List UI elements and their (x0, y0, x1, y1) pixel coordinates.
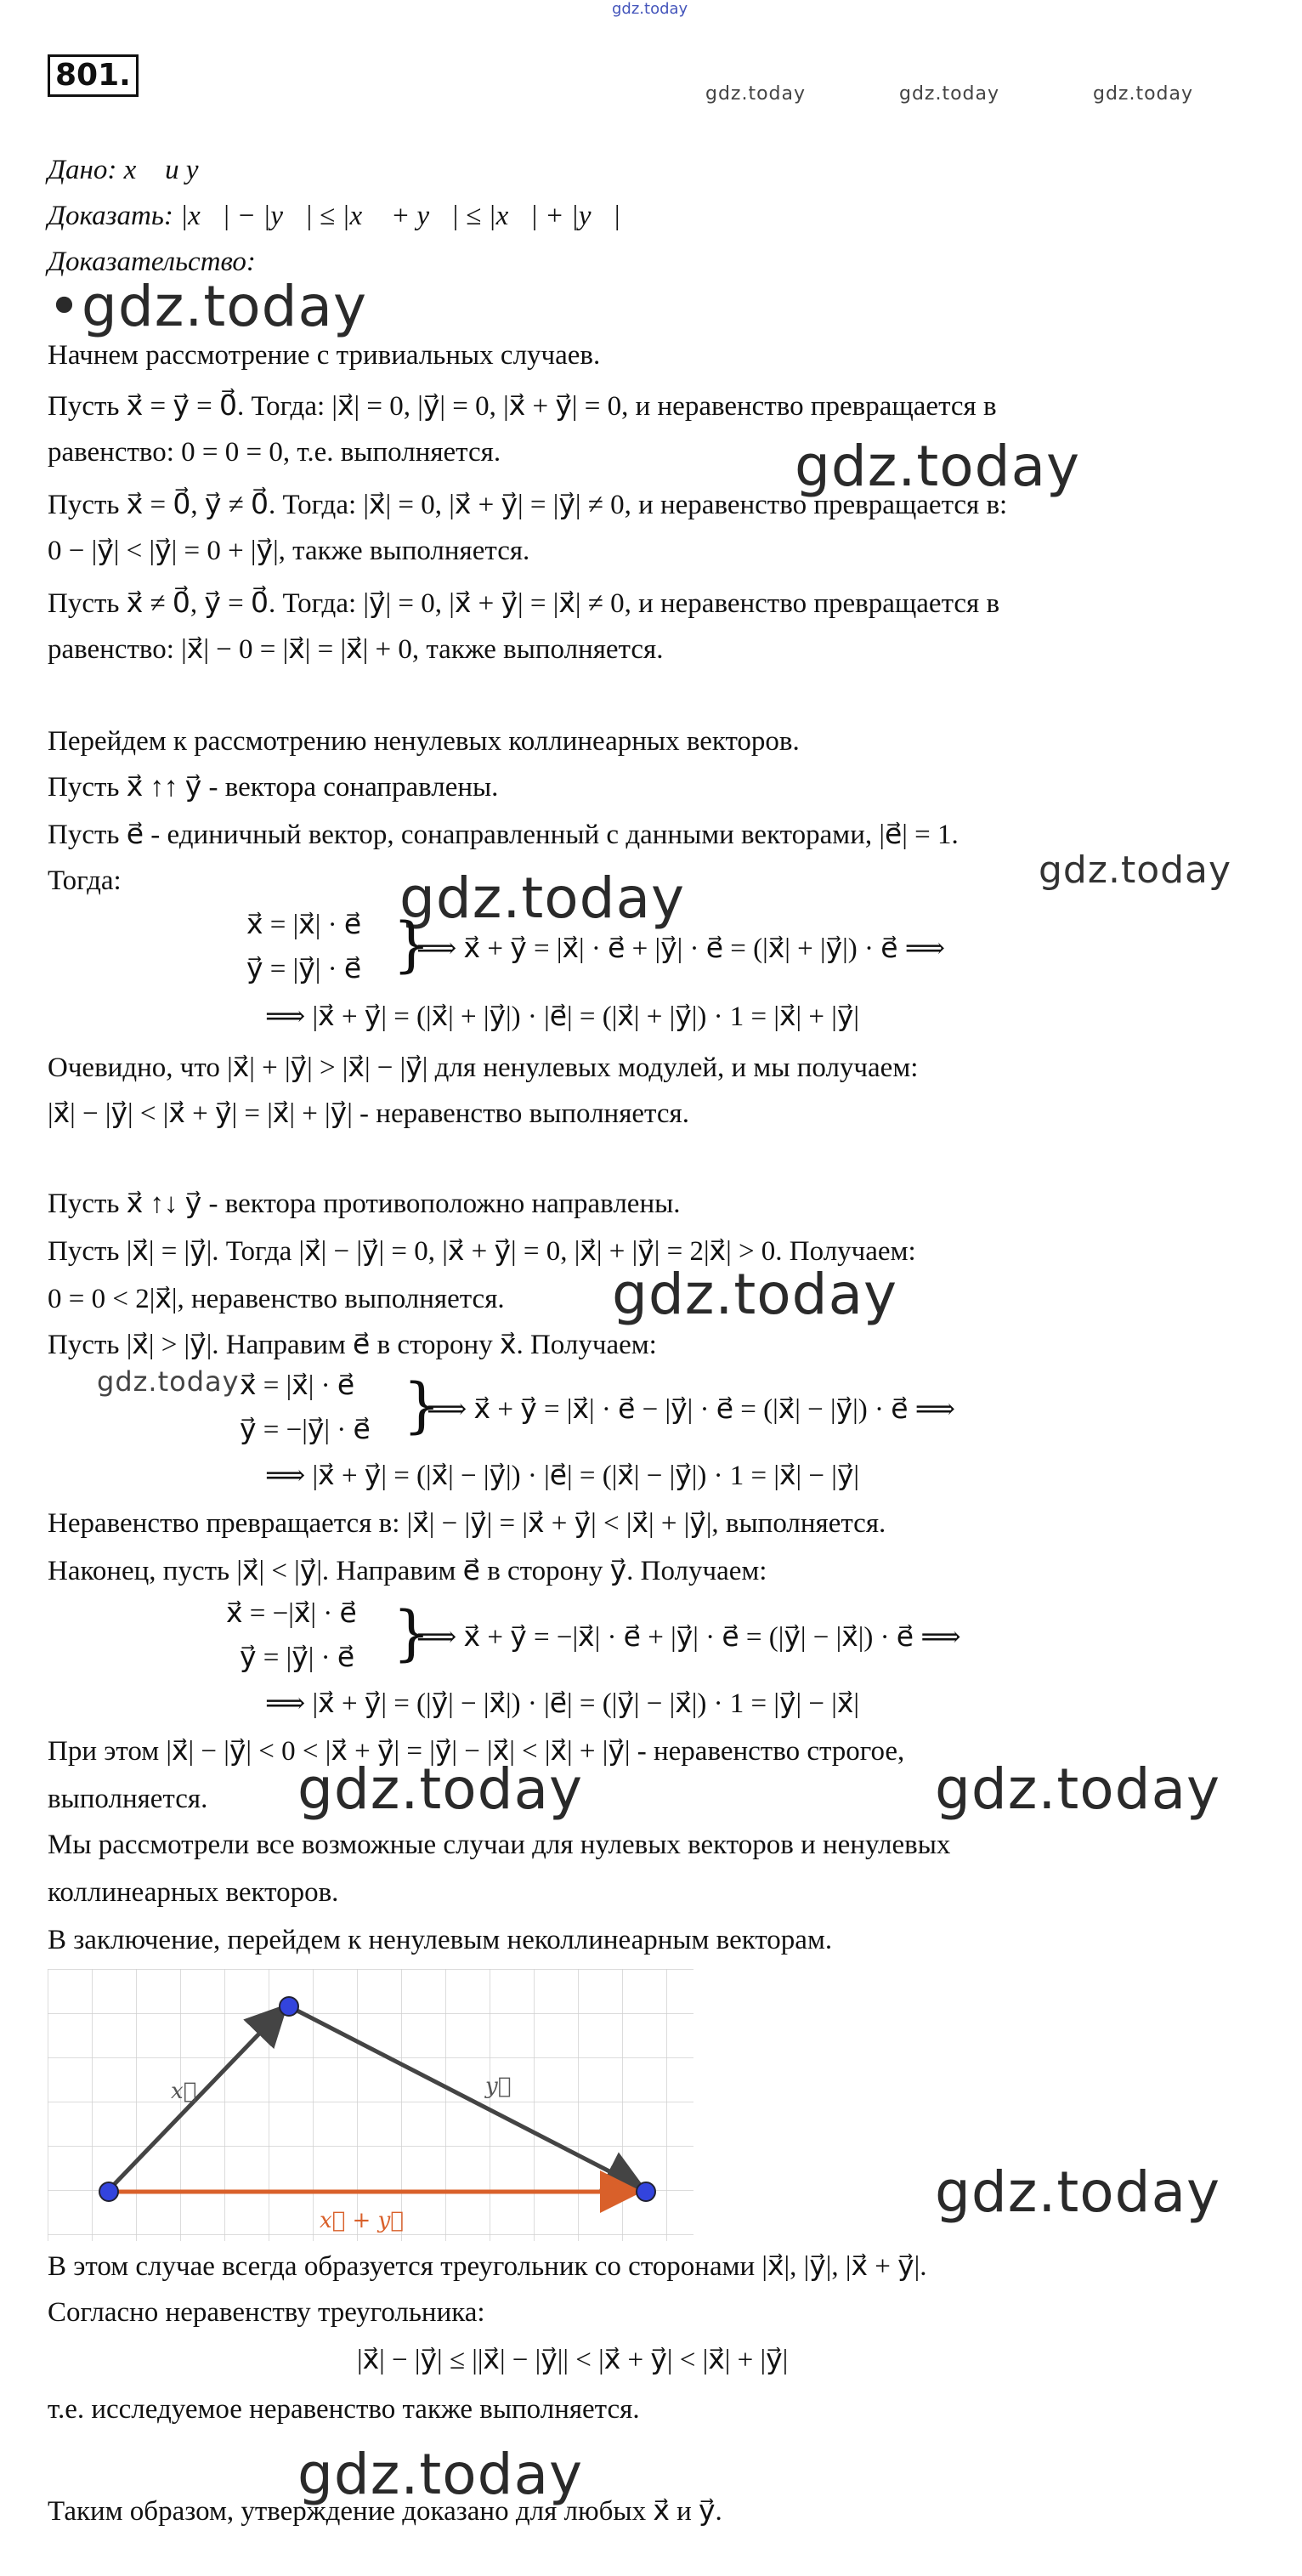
conclusion: Таким образом, утверждение доказано для любых x⃗ и y⃗. (48, 2496, 722, 2527)
trivial-intro: Начнем рассмотрение с тривиальных случаев. (48, 340, 601, 371)
opposite-g-sys1: x⃗ = |x⃗| · e⃗ (240, 1370, 355, 1401)
problem-number: 801. (48, 54, 139, 97)
watermark: gdz.today (612, 1262, 898, 1327)
trivial-case3-a: Пусть x⃗ ≠ 0⃗, y⃗ = 0⃗. Тогда: |y⃗| = 0, |x⃗ + y⃗| = |x⃗| ≠ 0, и неравенство превращается в (48, 588, 1000, 619)
summary-line2: коллинеарных векторов. (48, 1877, 339, 1908)
opposite-equal-b: 0 = 0 < 2|x⃗|, неравенство выполняется. (48, 1284, 505, 1314)
vector-triangle-figure (48, 1969, 693, 2241)
opposite-l-sys1: x⃗ = −|x⃗| · e⃗ (226, 1598, 357, 1629)
label-x: x⃗ (171, 2079, 197, 2104)
point-b (280, 1997, 298, 2016)
triangle-line2: Согласно неравенству треугольника: (48, 2297, 485, 2328)
watermark: gdz.today (97, 1365, 240, 1398)
opposite-greater: Пусть |x⃗| > |y⃗|. Направим e⃗ в сторону x⃗. Получаем: (48, 1330, 657, 1360)
watermark-row-3: gdz.today (1093, 83, 1194, 105)
trivial-case1-b: равенство: 0 = 0 = 0, т.е. выполняется. (48, 437, 501, 468)
trivial-case3-b: равенство: |x⃗| − 0 = |x⃗| = |x⃗| + 0, также выполняется. (48, 634, 664, 665)
trivial-case2-b: 0 − |y⃗| < |y⃗| = 0 + |y⃗|, также выполняется. (48, 536, 530, 566)
label-y: y⃗ (485, 2074, 512, 2099)
watermark: gdz.today (297, 2442, 584, 2507)
watermark: gdz.today (935, 1756, 1221, 1822)
watermark: gdz.today (297, 1756, 584, 1822)
opposite-assume: Пусть x⃗ ↑↓ y⃗ - вектора противоположно направлены. (48, 1189, 681, 1219)
brace: } (393, 1598, 431, 1668)
proof-label: Доказательство: (48, 247, 256, 277)
opposite-l-impl1: ⟹ x⃗ + y⃗ = −|x⃗| · e⃗ + |y⃗| · e⃗ = (|y⃗| − |x⃗|) · e⃗ ⟹ (416, 1622, 961, 1653)
codirected-unit: Пусть e⃗ - единичный вектор, сонаправленный с данными векторами, |e⃗| = 1. (48, 820, 959, 850)
watermark-bullet: •gdz.today (48, 274, 367, 339)
brace: } (393, 910, 431, 979)
opposite-l-sys2: y⃗ = |y⃗| · e⃗ (240, 1643, 355, 1673)
grid (48, 1969, 693, 2241)
watermark: gdz.today (1039, 848, 1232, 892)
summary-line3: В заключение, перейдем к ненулевым неколлинеарным векторам. (48, 1925, 833, 1955)
label-sum: x⃗ + y⃗ (320, 2208, 404, 2233)
watermark-row-2: gdz.today (899, 83, 1000, 105)
watermark: gdz.today (399, 865, 686, 931)
opposite-less: Наконец, пусть |x⃗| < |y⃗|. Направим e⃗ в сторону y⃗. Получаем: (48, 1556, 767, 1586)
top-watermark: gdz.today (612, 0, 688, 18)
codirected-impl2: ⟹ |x⃗ + y⃗| = (|x⃗| + |y⃗|) · |e⃗| = (|x⃗| + |y⃗|) · 1 = |x⃗| + |y⃗| (265, 1001, 860, 1032)
opposite-l-impl2: ⟹ |x⃗ + y⃗| = (|y⃗| − |x⃗|) · |e⃗| = (|y⃗| − |x⃗|) · 1 = |y⃗| − |x⃗| (265, 1688, 860, 1719)
point-a (99, 2182, 118, 2201)
prove-line: Доказать: |x⃗| − |y⃗| ≤ |x⃗ + y⃗| ≤ |x⃗| + |y⃗| (48, 201, 621, 231)
codirected-intro: Перейдем к рассмотрению ненулевых коллинеарных векторов. (48, 726, 800, 757)
opposite-g-result: Неравенство превращается в: |x⃗| − |y⃗| = |x⃗ + y⃗| < |x⃗| + |y⃗|, выполняется. (48, 1508, 886, 1539)
triangle-line1: В этом случае всегда образуется треугольник со сторонами |x⃗|, |y⃗|, |x⃗ + y⃗|. (48, 2251, 927, 2282)
given-line: Дано: x⃗ и y⃗ (48, 155, 221, 185)
codirected-obvious: Очевидно, что |x⃗| + |y⃗| > |x⃗| − |y⃗| для ненулевых модулей, и мы получаем: (48, 1053, 919, 1083)
brace: } (403, 1370, 441, 1440)
triangle-formula: |x⃗| − |y⃗| ≤ ||x⃗| − |y⃗|| < |x⃗ + y⃗| < |x⃗| + |y⃗| (357, 2345, 789, 2375)
opposite-g-impl1: ⟹ x⃗ + y⃗ = |x⃗| · e⃗ − |y⃗| · e⃗ = (|x⃗| − |y⃗|) · e⃗ ⟹ (427, 1394, 956, 1425)
opposite-l-result-a: При этом |x⃗| − |y⃗| < 0 < |x⃗ + y⃗| = |y⃗| − |x⃗| < |x⃗| + |y⃗| - неравенство строгое, (48, 1736, 905, 1767)
trivial-case1-a: Пусть x⃗ = y⃗ = 0⃗. Тогда: |x⃗| = 0, |y⃗| = 0, |x⃗ + y⃗| = 0, и неравенство превращается в (48, 391, 997, 422)
codirected-assume: Пусть x⃗ ↑↑ y⃗ - вектора сонаправлены. (48, 772, 499, 803)
codirected-then: Тогда: (48, 865, 122, 896)
opposite-l-result-b: выполняется. (48, 1784, 208, 1814)
opposite-g-impl2: ⟹ |x⃗ + y⃗| = (|x⃗| − |y⃗|) · |e⃗| = (|x⃗| − |y⃗|) · 1 = |x⃗| − |y⃗| (265, 1461, 860, 1491)
codirected-impl1: ⟹ x⃗ + y⃗ = |x⃗| · e⃗ + |y⃗| · e⃗ = (|x⃗| + |y⃗|) · e⃗ ⟹ (416, 933, 946, 964)
watermark: gdz.today (795, 434, 1081, 499)
codirected-sys1: x⃗ = |x⃗| · e⃗ (246, 910, 362, 940)
trivial-case2-a: Пусть x⃗ = 0⃗, y⃗ ≠ 0⃗. Тогда: |x⃗| = 0, |x⃗ + y⃗| = |y⃗| ≠ 0, и неравенство превращается в: (48, 490, 1008, 520)
codirected-result: |x⃗| − |y⃗| < |x⃗ + y⃗| = |x⃗| + |y⃗| - неравенство выполняется. (48, 1098, 689, 1129)
triangle-line3: т.е. исследуемое неравенство также выполняется. (48, 2394, 640, 2425)
point-c (637, 2182, 655, 2201)
codirected-sys2: y⃗ = |y⃗| · e⃗ (246, 954, 362, 984)
watermark-row-1: gdz.today (705, 83, 807, 105)
watermark: gdz.today (935, 2159, 1221, 2225)
summary-line1: Мы рассмотрели все возможные случаи для нулевых векторов и ненулевых (48, 1830, 951, 1860)
opposite-g-sys2: y⃗ = −|y⃗| · e⃗ (240, 1415, 371, 1445)
opposite-equal-a: Пусть |x⃗| = |y⃗|. Тогда |x⃗| − |y⃗| = 0, |x⃗ + y⃗| = 0, |x⃗| + |y⃗| = 2|x⃗| > 0. Получаем: (48, 1236, 916, 1267)
